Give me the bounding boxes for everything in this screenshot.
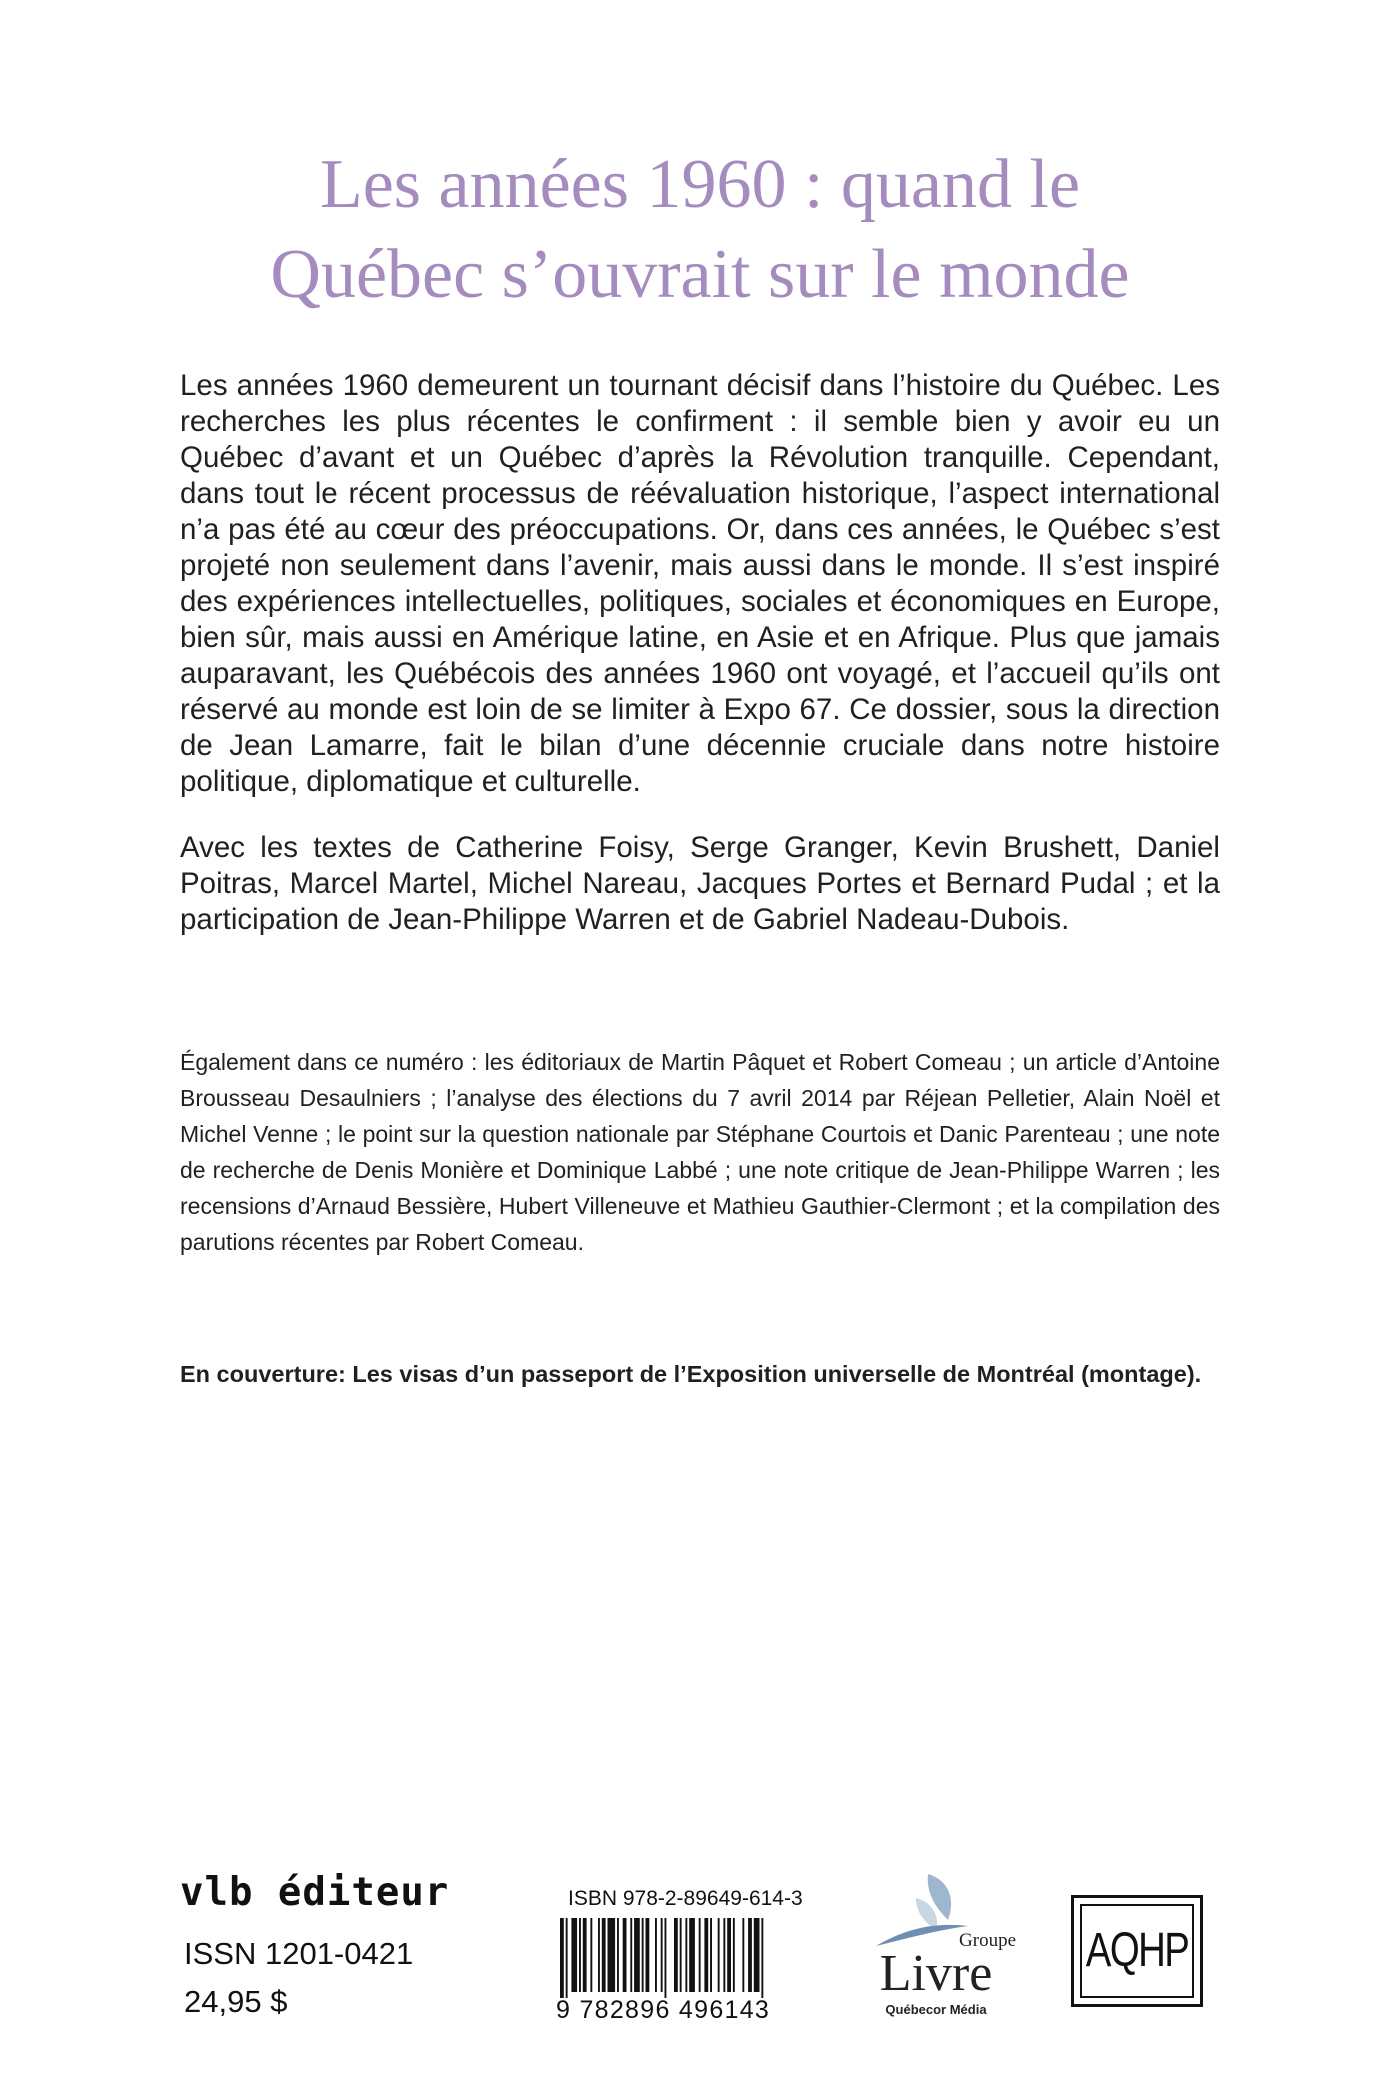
barcode-bar [723,1918,725,1992]
barcode-bar [623,1918,627,1992]
barcode-bar [674,1918,678,1992]
barcode-bar [718,1918,720,1992]
barcode-bar [742,1918,744,1992]
issn: ISSN 1201-0421 [184,1936,414,1971]
barcode-bar [665,1918,667,1998]
barcode-bar [704,1918,708,1992]
title-line-2: Québec s’ouvrait sur le monde [270,236,1130,313]
isbn-label: ISBN 978-2-89649-614-3 [568,1887,803,1910]
barcode-bar [630,1918,632,1992]
groupe-livre-logo [856,1868,1026,2018]
barcode-bar [579,1918,581,1992]
summary-paragraph-1: Les années 1960 demeurent un tournant décisif dans l’histoire du Québec. Les recherches les plus récentes le confirment : il semble bien y avoir eu un Québec d’avant et un Québec d’après la Révolution tranquille. Cependant, dans tout le récent processus de réévaluation historique, l’aspect international n’a pas été au cœur des préoccupations. Or, dans ces années, le Québec s’est projeté non seulement dans l’avenir, mais aussi dans le monde. Il s’est inspiré des expériences intellectuelles, politiques, sociales et économiques en Europe, bien sûr, mais aussi en Amérique latine, en Asie et en Afrique. Plus que jamais auparavant, les Québécois des années 1960 ont voyagé, et l’accueil qu’ils ont réservé au monde est loin de se limiter à Expo 67. Ce dossier, sous la direction de Jean Lamarre, fait le bilan d’une décennie cruciale dans notre histoire politique, diplomatique et culturelle. [180,369,1220,798]
barcode-bar [680,1918,682,1992]
barcode-bar [748,1918,752,1992]
barcode-bar [646,1918,650,1992]
barcode-bar [642,1918,644,1992]
barcode-bar [634,1918,640,1992]
aqhp-text: AQHP [1085,1924,1189,1977]
barcode-bar [571,1918,577,1992]
barcode-bar [685,1918,687,1992]
barcode-bar [590,1918,592,1992]
barcode-bar [699,1918,701,1992]
barcode-bar [761,1918,763,1998]
aqhp-logo [1071,1895,1203,2007]
logo-livre-text: Livre [879,1945,993,2002]
barcode-bar [598,1918,600,1992]
aqhp-inner-frame [1080,1904,1194,1998]
also-in-issue: Également dans ce numéro : les éditoriaux de Martin Pâquet et Robert Comeau ; un article d’Antoine Brousseau Desaulniers ; l’analyse des élections du 7 avril 2014 par Réjean Pelletier, Alain Noël et Michel Venne ; le point sur la question nationale par Stéphane Courtois et Danic Parenteau ; une note de recherche de Denis Monière et Dominique Labbé ; une note critique de Jean-Philippe Warren ; les recensions d’Arnaud Bessière, Hubert Villeneuve et Mathieu Gauthier-Clermont ; et la compilation des parutions récentes par Robert Comeau. [180,1049,1220,1255]
barcode-bar [560,1918,564,1998]
barcode-bar [655,1918,657,1992]
logo-quebecor-text: Québecor Média [885,2002,987,2017]
price: 24,95 $ [184,1984,288,2019]
barcode-bar [689,1918,695,1992]
isbn-barcode-block [556,1886,826,2031]
summary-paragraph-2: Avec les textes de Catherine Foisy, Serge Granger, Kevin Brushett, Daniel Poitras, Marcel Martel, Michel Nareau, Jacques Portes et Bernard Pudal ; et la participation de Jean-Philippe Warren et de Gabriel Nadeau-Dubois. [180,831,1220,936]
cover-note: En couverture: Les visas d’un passeport de l’Exposition universelle de Montréal (montage). [180,1361,1202,1387]
barcode-bar [733,1918,735,1992]
barcode-bar [617,1918,619,1992]
barcode-bar [754,1918,760,1992]
barcode-digits: 9 782896 496143 [556,1996,771,2024]
title-line-1: Les années 1960 : quand le [319,146,1081,223]
book-title [150,140,1250,320]
barcode-bar [566,1918,568,1998]
barcode-bar [583,1918,587,1992]
barcode-icon [556,1918,826,1998]
barcode-bar [661,1918,663,1992]
barcode-bar [602,1918,606,1992]
publisher-logo: vlb éditeur [180,1870,450,1915]
barcode-bar [608,1918,616,1992]
barcode-bar [727,1918,731,1992]
logo-groupe-text: Groupe [959,1930,1016,1951]
summary [180,368,1220,938]
barcode-bar [710,1918,712,1992]
